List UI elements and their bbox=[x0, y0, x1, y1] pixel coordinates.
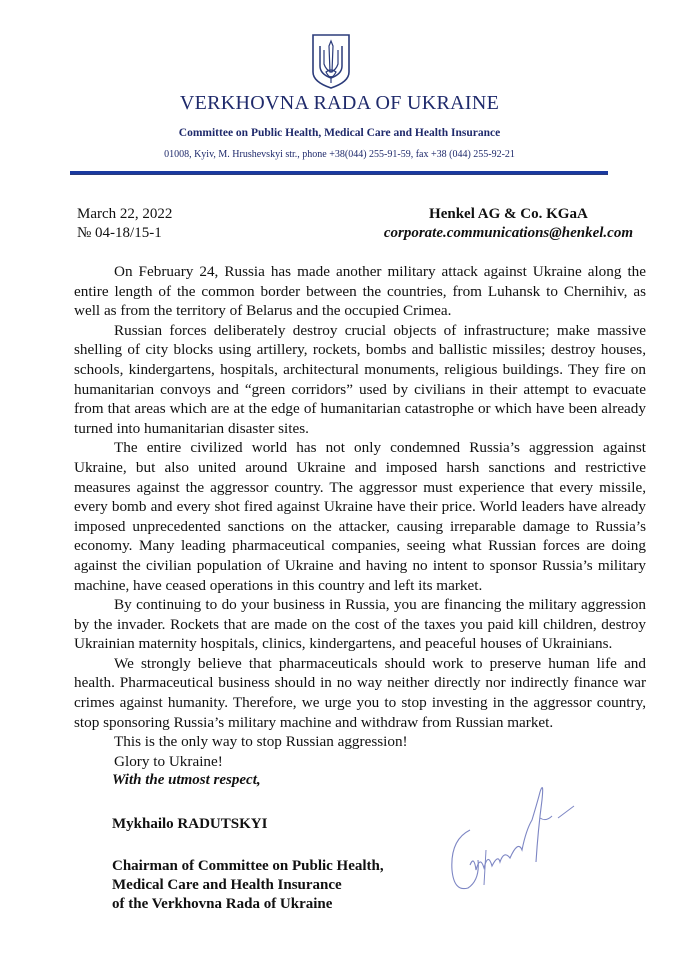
committee-name: Committee on Public Health, Medical Care and Health Insurance bbox=[178, 127, 501, 139]
committee-address: 01008, Kyiv, M. Hrushevskyi str., phone +38(044) 255-91-59, fax +38 (044) 255-92-21 bbox=[164, 149, 515, 160]
reference-number: № 04-18/15-1 bbox=[77, 225, 162, 241]
recipient-name: Henkel AG & Co. KGaA bbox=[429, 206, 588, 222]
body-paragraph: Glory to Ukraine! bbox=[114, 752, 223, 770]
coat-of-arms-icon bbox=[310, 32, 352, 90]
signer-title-line: Medical Care and Health Insurance bbox=[112, 877, 342, 893]
body-paragraph: The entire civilized world has not only condemned Russia’s aggression against Ukraine, but also united around Ukraine and imposed harsh sanctions and restrictive measures against the aggressor country. The aggressor must experience that every missile, every bomb and every shot fired against Ukraine have their price. World leaders have already imposed unprecedented sanctions on the attacker, causing irreparable damage to Russia’s economy. Many leading pharmaceutical companies, seeing what Russian forces are doing against the civilian population of Ukraine and having no intent to sponsor Russia’s military machine, have ceased operations in this country and left its market. bbox=[74, 439, 646, 594]
recipient-block bbox=[384, 205, 633, 243]
signer-title bbox=[112, 857, 384, 914]
signer-name: Mykhailo RADUTSKYI bbox=[112, 816, 268, 832]
body-paragraph: This is the only way to stop Russian aggression! bbox=[114, 733, 408, 751]
signer-title-line: of the Verkhovna Rada of Ukraine bbox=[112, 896, 333, 912]
body-paragraph: Russian forces deliberately destroy crucial objects of infrastructure; make massive shelling of city blocks using artillery, rockets, bombs and ballistic missiles; destroy houses, schools, kindergartens, hospitals, architectural monuments, religious buildings. They fire on humanitarian convoys and “green corridors” used by civilians in their attempt to evacuate from that areas which are at the edge of humanitarian catastrophe or which have been already turned into humanitarian disaster sites. bbox=[74, 321, 646, 437]
signer-title-line: Chairman of Committee on Public Health, bbox=[112, 858, 384, 874]
handwritten-signature-icon bbox=[440, 770, 590, 900]
recipient-email: corporate.communications@henkel.com bbox=[383, 225, 633, 241]
organization-title: VERKHOVNA RADA OF UKRAINE bbox=[179, 92, 500, 114]
body-paragraph: We strongly believe that pharmaceuticals should work to preserve human life and health. Pharmaceutical business should in no way neither directly nor indirectly finance war crimes against humanity. Therefore, we urge you to stop investing in the aggressor country, stop sponsoring Russia’s military machine and withdraw from Russian market. bbox=[74, 654, 646, 731]
letter-date: March 22, 2022 bbox=[77, 206, 173, 222]
letter-meta bbox=[77, 205, 172, 243]
body-paragraph: On February 24, Russia has made another military attack against Ukraine along the entire length of the common border between the countries, from Luhansk to Chernihiv, as well as from the territory of Belarus and the occupied Crimea. bbox=[74, 263, 646, 320]
letterhead-divider bbox=[70, 171, 608, 175]
body-paragraph: By continuing to do your business in Russia, you are financing the military aggression by the invader. Rockets that are made on the cost of the taxes you paid kill children, destroy Ukrainian maternity hospitals, clinics, kindergartens, and peaceful houses of Ukrainians. bbox=[74, 596, 646, 653]
letter-body bbox=[74, 262, 646, 771]
closing-salutation: With the utmost respect, bbox=[112, 772, 261, 788]
